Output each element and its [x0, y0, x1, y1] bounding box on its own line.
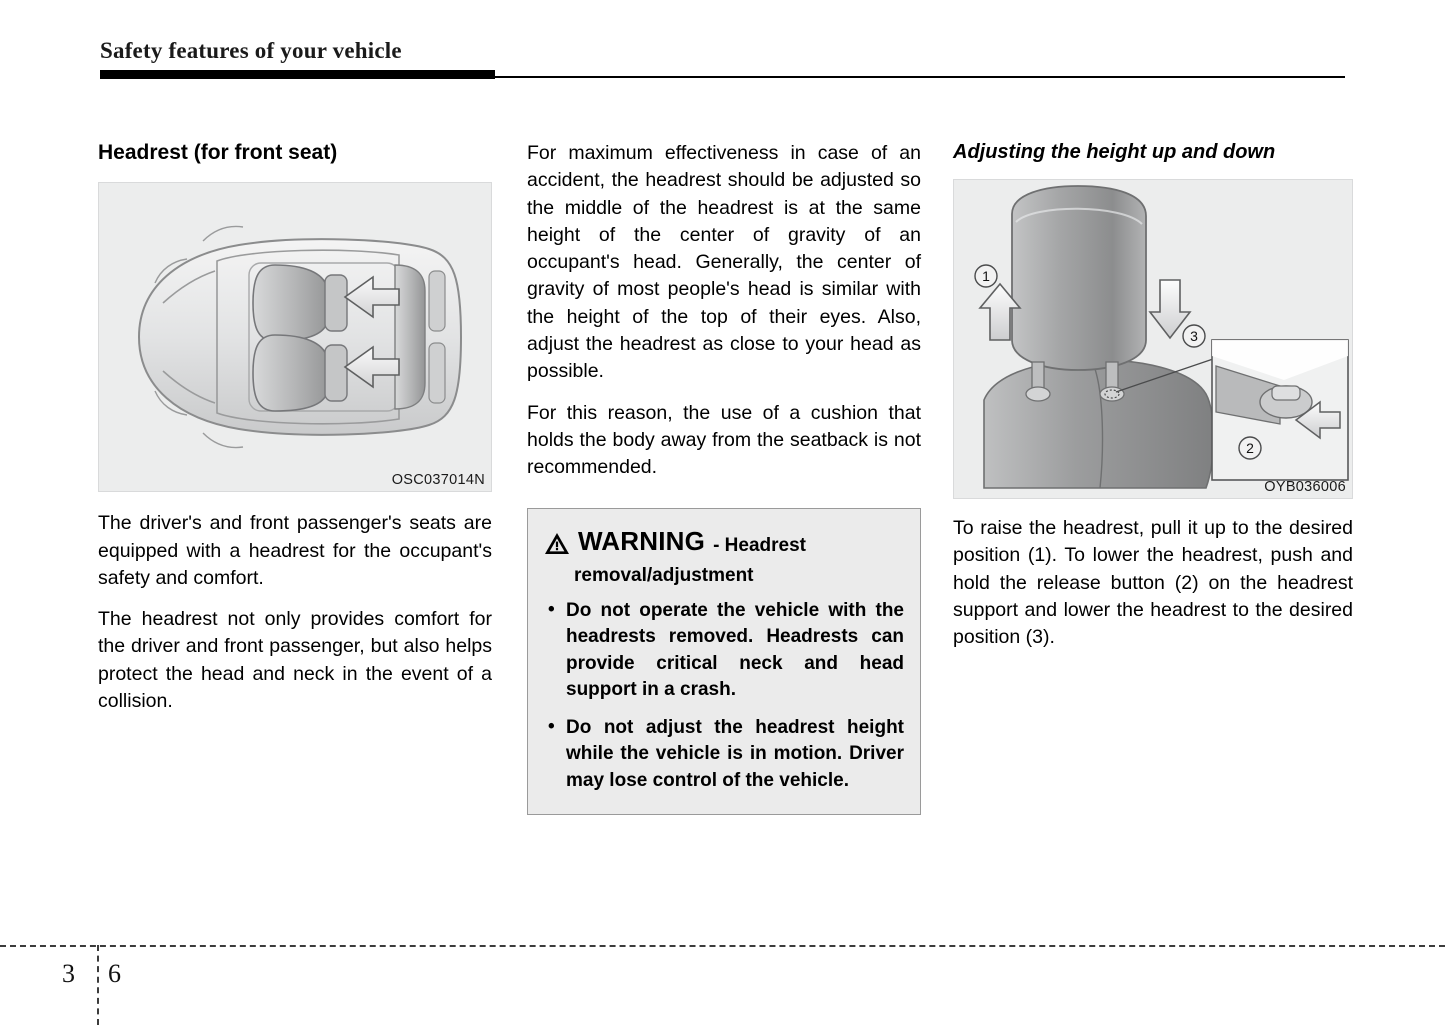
- paragraph-seats-equipped: The driver's and front passenger's seats are equipped with a headrest for the occupant's safety and comfort.: [98, 512, 492, 589]
- warning-subtitle: removal/adjustment: [574, 564, 754, 586]
- header-rule-thick: [100, 70, 495, 79]
- page-footer: [0, 935, 1445, 1025]
- figure-caption-car: OSC037014N: [391, 472, 485, 489]
- detail-inset: [1212, 340, 1348, 480]
- callout-2-label: 2: [1246, 440, 1254, 456]
- paragraph-raise-lower-headrest: To raise the headrest, pull it up to the desired position (1). To lower the headrest, push and hold the release button (2) on the headrest support and lower the headrest to the desired position (3).: [953, 517, 1353, 649]
- footer-page-number: 6: [108, 959, 121, 988]
- arrow-down-indicator: [1150, 280, 1190, 338]
- footer-dashed-divider: [97, 945, 99, 1025]
- warning-header: [544, 527, 904, 560]
- warning-item: • Do not adjust the headrest height while the vehicle is in motion. Driver may lose control of the vehicle.: [544, 715, 904, 794]
- paragraph-cushion-not-recommended: For this reason, the use of a cushion that holds the body away from the seatback is not recommended.: [527, 401, 921, 479]
- car-top-view-illustration: [99, 183, 491, 491]
- column-one: [98, 140, 492, 715]
- headrest-illustration: [954, 180, 1352, 498]
- footer-dashed-rule: [0, 945, 1445, 947]
- footer-chapter-number: 3: [62, 959, 75, 988]
- section-heading-headrest: Headrest (for front seat): [98, 141, 338, 164]
- warning-triangle-icon: [544, 532, 570, 560]
- paragraph-headrest-comfort: The headrest not only provides comfort for the driver and front passenger, but also helps protect the head and neck in the event of a collision.: [98, 608, 492, 713]
- warning-item-list: [544, 598, 904, 794]
- figure-car-top-view: [98, 182, 492, 492]
- header-rule-thin: [495, 76, 1345, 78]
- paragraph-max-effectiveness: For maximum effectiveness in case of an accident, the headrest should be adjusted so the middle of the headrest is at the same height of the center of gravity of an occupant's head. Generally, the center of gravity of most people's head is similar with the height of the top of their eyes. Also, adjust the headrest as close to your head as possible.: [527, 142, 921, 383]
- header-divider: [100, 70, 1345, 79]
- column-three: [953, 140, 1353, 651]
- column-two: [527, 140, 921, 815]
- figure-caption-headrest: OYB036006: [1264, 479, 1346, 495]
- figure-headrest-adjustment: [953, 179, 1353, 499]
- warning-dash-title: - Headrest: [713, 534, 806, 556]
- section-heading-adjusting-height: Adjusting the height up and down: [953, 141, 1276, 163]
- callout-3-label: 3: [1190, 328, 1198, 344]
- callout-1-label: 1: [982, 268, 990, 284]
- warning-item: • Do not operate the vehicle with the headrests removed. Headrests can provide critical neck and head support in a crash.: [544, 598, 904, 703]
- page-header: [100, 38, 1345, 79]
- warning-label: WARNING: [578, 525, 706, 556]
- warning-box: [527, 508, 921, 815]
- page-title: Safety features of your vehicle: [100, 38, 402, 63]
